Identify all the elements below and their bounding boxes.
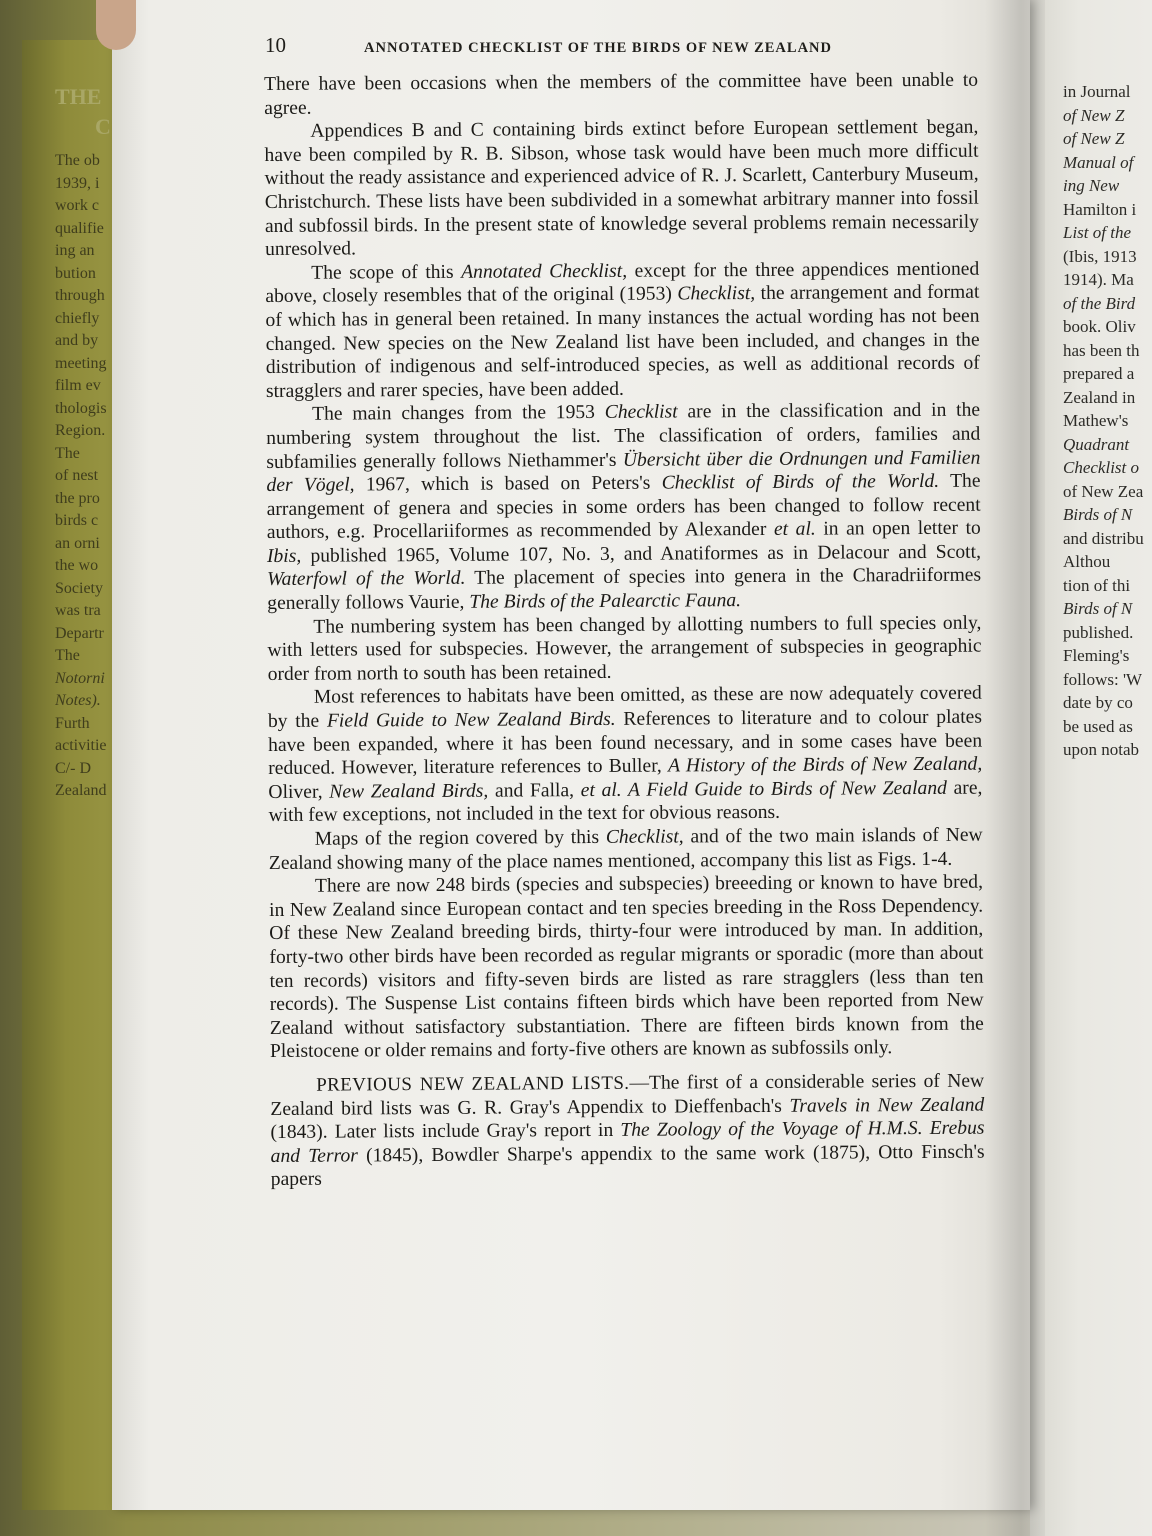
- facing-page-line: prepared a: [1063, 364, 1135, 383]
- italic-text: Travels in New Zealand: [789, 1094, 985, 1117]
- facing-page-line: Mathew's: [1063, 411, 1129, 430]
- background-book-line: Region.: [55, 422, 106, 439]
- background-book-line: was tra: [55, 602, 101, 619]
- italic-text: A History of the Birds of New Zealand,: [667, 753, 983, 777]
- italic-text: Ibis,: [266, 545, 302, 567]
- body-text: [264, 69, 985, 1192]
- background-book-line: of nest: [55, 467, 99, 484]
- background-book-line: Notes).: [55, 692, 101, 709]
- background-book-line: Departr: [55, 624, 104, 642]
- italic-text: Checklist,: [605, 826, 684, 848]
- facing-page-line: Birds of N: [1063, 599, 1133, 618]
- italic-text: Checklist of Birds of the World.: [661, 470, 940, 494]
- facing-page-line: List of the: [1063, 223, 1132, 242]
- background-book-line: bution: [55, 264, 96, 282]
- background-book-line: qualifie: [55, 219, 104, 237]
- running-head: [265, 33, 905, 58]
- paragraph-5: The numbering system has been changed by allotting numbers to full species only, with letters used for subspecies. However, the arrangement of subspecies in geographic order from north to south has been retained.: [267, 612, 982, 685]
- italic-text: Checklist,: [677, 283, 756, 305]
- background-book-line: thologis: [55, 399, 107, 417]
- running-title: ANNOTATED CHECKLIST OF THE BIRDS OF NEW ZEALAND: [364, 40, 832, 56]
- italic-text: et al.: [773, 518, 816, 541]
- facing-page-line: in Journal: [1063, 82, 1131, 101]
- background-book-line: The ob: [55, 152, 100, 169]
- facing-page-line: tion of thi: [1063, 575, 1131, 595]
- facing-page-line: ing New: [1063, 176, 1120, 195]
- facing-page-line: Zealand in: [1063, 387, 1136, 407]
- italic-text: Übersicht über die Ordnungen und Familien der Vögel,: [266, 447, 981, 497]
- background-book-line: chiefly: [55, 309, 100, 327]
- facing-page-line: Quadrant: [1063, 434, 1130, 454]
- italic-text: The Zoology of the Voyage of H.M.S. Erebus and Terror: [270, 1117, 985, 1167]
- background-book-line: C/- D: [55, 759, 91, 777]
- background-book-line: the wo: [55, 557, 99, 574]
- thumb: [96, 0, 136, 50]
- facing-page-line: (Ibis, 1913: [1063, 246, 1137, 266]
- facing-page-line: upon notab: [1063, 740, 1140, 759]
- facing-page-line: Hamilton i: [1063, 199, 1137, 219]
- background-book-line: film ev: [55, 377, 101, 394]
- background-book-line: through: [55, 287, 105, 304]
- paragraph-7: Maps of the region covered by this Checklist, and of the two main islands of New Zealand showing many of the place names mentioned, accompany this list as Figs. 1-4.: [268, 824, 983, 874]
- paragraph-6: Most references to habitats have been omitted, as these are now adequately covered by the Field Guide to New Zealand Birds. References to literature and to colour plates have been expanded, where it has been found necessary, and in some cases have been reduced. However, literature references to Buller, A History of the Birds of New Zealand, Oliver, New Zealand Birds, and Falla, et al. A Field Guide to Birds of New Zealand are, with few exceptions, not included in the text for obvious reasons.: [267, 683, 983, 827]
- facing-page-line: book. Oliv: [1063, 317, 1136, 336]
- facing-page-line: of the Bird: [1063, 293, 1136, 313]
- background-book-line: 1939, i: [55, 174, 100, 192]
- page-number: 10: [265, 33, 286, 57]
- italic-text: Field Guide to New Zealand Birds.: [326, 708, 616, 732]
- facing-page-line: of New Z: [1063, 129, 1125, 148]
- gutter-shadow: [985, 0, 1045, 1536]
- background-book-line: activitie: [55, 737, 107, 754]
- facing-page-line: of New Zea: [1063, 481, 1144, 501]
- paragraph-2: Appendices B and C containing birds extinct before European settlement began, have been compiled by R. B. Sibson, whose task would have been much more difficult without the ready assistance and experienced advice of R. J. Scarlett, Canterbury Museum, Christchurch. These lists have been subdivided in a somewhat arbitrary manner into fossil and subfossil birds. In the present state of knowledge several problems remain necessarily unresolved.: [264, 116, 979, 261]
- facing-page-line: of New Z: [1063, 105, 1125, 125]
- background-book-line: meeting: [55, 354, 107, 372]
- facing-page-line: published.: [1063, 622, 1134, 642]
- section-heading: PREVIOUS NEW ZEALAND LISTS.: [316, 1072, 630, 1096]
- italic-text: Checklist: [604, 401, 678, 424]
- facing-page-text: [1063, 80, 1152, 762]
- background-book-line: birds c: [55, 512, 99, 529]
- facing-page-line: and distribu: [1063, 528, 1144, 548]
- background-book-line: Society: [55, 579, 103, 597]
- italic-text: The Birds of the Palearctic Fauna.: [469, 590, 742, 613]
- background-book-line: ing an: [55, 242, 95, 259]
- paragraph-9: PREVIOUS NEW ZEALAND LISTS.—The first of a considerable series of New Zealand bird lists was G. R. Gray's Appendix to Dieffenbach's Travels in New Zealand (1843). Later lists include Gray's report in The Zoology of the Voyage of H.M.S. Erebus and Terror (1845), Bowdler Sharpe's appendix to the same work (1875), Otto Finsch's papers: [270, 1070, 985, 1191]
- paragraph-4: The main changes from the 1953 Checklist are in the classification and in the numbering system throughout the list. The classification of orders, families and subfamilies generally follows Niethammer's Übersicht über die Ordnungen und Familien der Vögel, 1967, which is based on Peters's Checklist of Birds of the World. The arrangement of genera and species in some orders has been changed to follow recent authors, e.g. Procellariiformes as recommended by Alexander et al. in an open letter to Ibis, published 1965, Volume 107, No. 3, and Anatiformes as in Delacour and Scott, Waterfowl of the World. The placement of species into genera in the Charadriiformes generally follows Vaurie, The Birds of the Palearctic Fauna.: [266, 399, 982, 615]
- background-book-line: The: [55, 444, 80, 462]
- italic-text: Waterfowl of the World.: [267, 568, 466, 591]
- background-book-line: Notorni: [55, 669, 105, 687]
- paragraph-1: There have been occasions when the members of the committee have been unable to agree.: [264, 69, 979, 119]
- facing-page-line: date by co: [1063, 693, 1133, 712]
- facing-page-line: Fleming's: [1063, 646, 1130, 665]
- facing-page-line: Manual of: [1063, 152, 1134, 172]
- background-book-line: work c: [55, 197, 99, 214]
- background-book-line: the pro: [55, 489, 100, 507]
- facing-page-line: has been th: [1063, 340, 1140, 360]
- facing-page-line: follows: 'W: [1063, 669, 1143, 689]
- background-book-line: an orni: [55, 534, 100, 552]
- background-book-line: The: [55, 647, 80, 664]
- background-book-line: and by: [55, 332, 99, 349]
- paragraph-8: There are now 248 birds (species and subspecies) breeeding or known to have bred, in New Zealand since European contact and ten species breeding in the Ross Dependency. Of these New Zealand breeding birds, thirty-four were introduced by man. In addition, forty-two other birds have been recorded as regular migrants or sporadic (more than about ten records) visitors and fifty-seven birds are listed as rare stragglers (less than ten records). The Suspense List contains fifteen birds which have been reported from New Zealand without satisfactory substantiation. There are fifteen birds known from the Pleistocene or older remains and forty-five others are known as subfossils only.: [269, 871, 984, 1063]
- facing-page-line: Birds of N: [1063, 505, 1133, 524]
- paragraph-3: The scope of this Annotated Checklist, except for the three appendices mentioned above, closely resembles that of the original (1953) Checklist, the arrangement and format of which has in general been retained. In many instances the actual wording has not been changed. New species on the New Zealand list have been included, and changes in the distribution of indigenous and self-introduced species, as well as additional records of stragglers and rarer species, have been added.: [265, 258, 980, 402]
- facing-page-line: Althou: [1063, 552, 1111, 571]
- background-book-line: Furth: [55, 714, 90, 732]
- background-book-line: Zealand: [55, 782, 107, 799]
- italic-text: Annotated Checklist,: [461, 260, 628, 283]
- background-book-title-line: THE: [55, 84, 102, 109]
- italic-text: New Zealand Birds,: [329, 780, 489, 803]
- facing-page-line: 1914). Ma: [1063, 270, 1134, 289]
- facing-page-line: Checklist o: [1063, 458, 1140, 477]
- italic-text: et al. A Field Guide to Birds of New Zealand: [580, 777, 947, 801]
- background-book-title-line: C: [95, 114, 111, 139]
- facing-page-line: be used as: [1063, 716, 1133, 736]
